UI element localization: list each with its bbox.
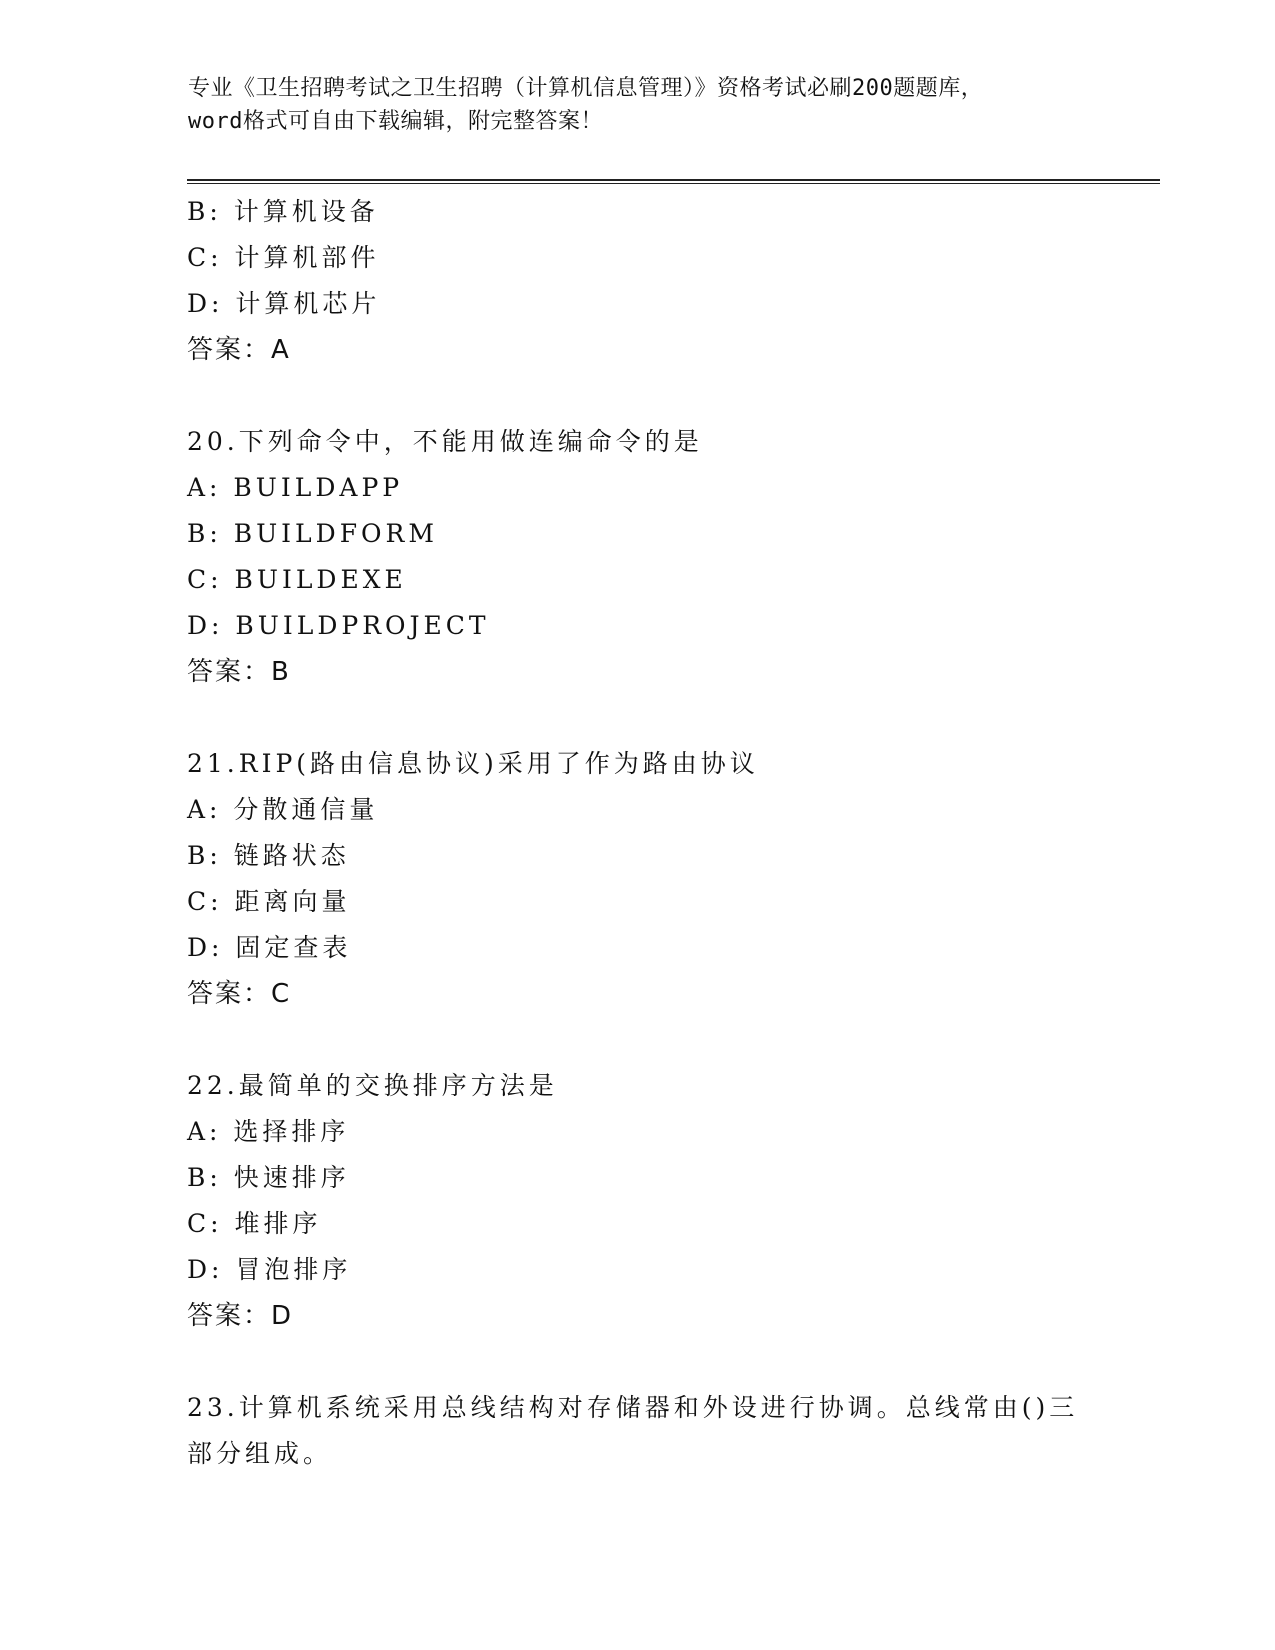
option-c: C: BUILDEXE: [187, 565, 407, 594]
option-a: A: BUILDAPP: [187, 473, 404, 502]
document-header: [188, 72, 1088, 138]
option-c: C: 计算机部件: [187, 243, 380, 272]
answer: 答案：B: [187, 657, 291, 687]
header-title-line2: word格式可自由下载编辑，附完整答案！: [188, 109, 603, 134]
question-list: [187, 189, 1127, 1477]
question-stem: 22.最简单的交换排序方法是: [187, 1071, 558, 1100]
question-19: [187, 189, 1127, 373]
option-b: B: BUILDFORM: [187, 519, 438, 548]
question-21: [187, 741, 1127, 1017]
option-b: B: 链路状态: [187, 841, 350, 870]
header-divider: [187, 179, 1160, 184]
option-b: B: 快速排序: [187, 1163, 350, 1192]
question-20: [187, 419, 1127, 695]
header-title-line1: 专业《卫生招聘考试之卫生招聘（计算机信息管理）》资格考试必刷200题题库，: [188, 76, 984, 101]
question-22: [187, 1063, 1127, 1339]
answer: 答案：D: [187, 1301, 294, 1331]
option-d: D: 冒泡排序: [187, 1255, 352, 1284]
option-b: B: 计算机设备: [187, 197, 379, 226]
option-a: A: 选择排序: [187, 1117, 350, 1146]
answer: 答案：C: [187, 979, 292, 1009]
option-d: D: 固定查表: [187, 933, 352, 962]
question-stem: 20.下列命令中，不能用做连编命令的是: [187, 427, 703, 456]
option-d: D: BUILDPROJECT: [187, 611, 490, 640]
question-23: [187, 1385, 1127, 1477]
option-d: D: 计算机芯片: [187, 289, 381, 318]
question-stem-line1: 23.计算机系统采用总线结构对存储器和外设进行协调。总线常由()三: [187, 1393, 1079, 1422]
option-c: C: 堆排序: [187, 1209, 322, 1238]
answer: 答案：A: [187, 335, 291, 365]
question-stem-line2: 部分组成。: [187, 1439, 333, 1468]
option-c: C: 距离向量: [187, 887, 351, 916]
question-stem: 21.RIP(路由信息协议)采用了作为路由协议: [187, 749, 759, 778]
option-a: A: 分散通信量: [187, 795, 379, 824]
